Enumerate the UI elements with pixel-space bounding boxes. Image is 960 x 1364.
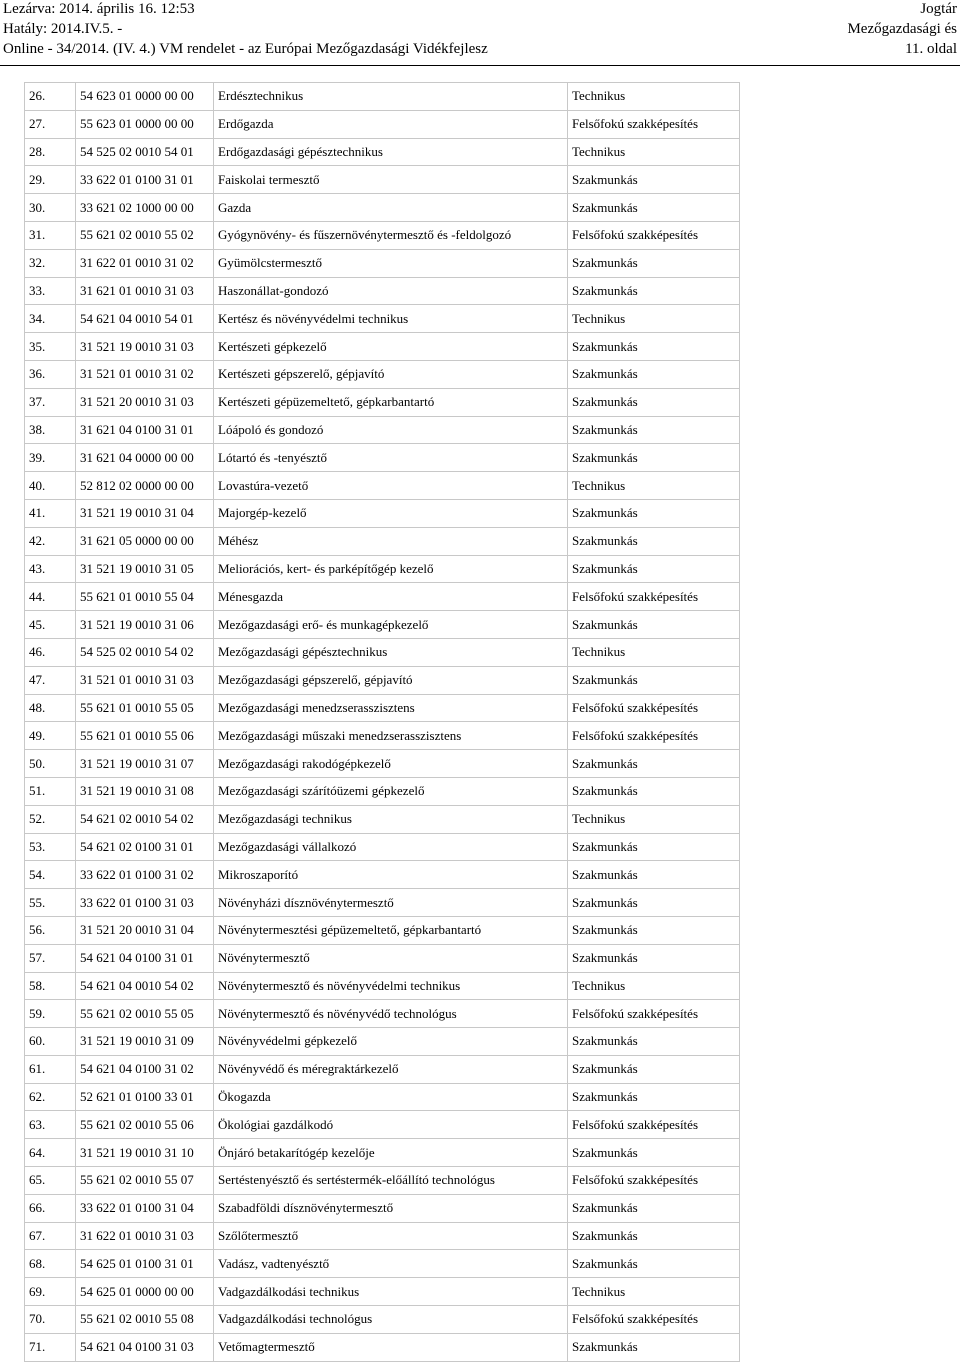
- row-number: 30.: [25, 194, 76, 222]
- table-row: [25, 666, 740, 694]
- category-label: Mezőgazdasági és: [847, 21, 957, 37]
- table-row: [25, 750, 740, 778]
- qualification-level: Szakmunkás: [568, 944, 740, 972]
- row-number: 49.: [25, 722, 76, 750]
- table-row: [25, 388, 740, 416]
- effective-date: Hatály: 2014.IV.5. -: [3, 21, 123, 37]
- qualification-code: 31 621 04 0000 00 00: [76, 444, 214, 472]
- qualification-level: Szakmunkás: [568, 1333, 740, 1361]
- qualification-level: Felsőfokú szakképesítés: [568, 1167, 740, 1195]
- qualification-name: Szőlőtermesztő: [214, 1222, 568, 1250]
- table-row: [25, 360, 740, 388]
- qualification-code: 31 521 20 0010 31 04: [76, 916, 214, 944]
- qualification-code: 31 521 19 0010 31 09: [76, 1028, 214, 1056]
- row-number: 59.: [25, 1000, 76, 1028]
- page-number: 11. oldal: [905, 41, 957, 57]
- qualification-level: Szakmunkás: [568, 499, 740, 527]
- row-number: 62.: [25, 1083, 76, 1111]
- qualification-level: Szakmunkás: [568, 889, 740, 917]
- table-row: [25, 861, 740, 889]
- qualification-code: 33 622 01 0100 31 04: [76, 1194, 214, 1222]
- qualification-code: 31 521 01 0010 31 02: [76, 360, 214, 388]
- row-number: 69.: [25, 1278, 76, 1306]
- qualification-level: Technikus: [568, 805, 740, 833]
- qualification-level: Szakmunkás: [568, 527, 740, 555]
- qualification-code: 52 621 01 0100 33 01: [76, 1083, 214, 1111]
- table-row: [25, 1250, 740, 1278]
- row-number: 31.: [25, 221, 76, 249]
- row-number: 29.: [25, 166, 76, 194]
- row-number: 40.: [25, 472, 76, 500]
- table-row: [25, 333, 740, 361]
- qualification-code: 55 621 01 0010 55 05: [76, 694, 214, 722]
- qualification-level: Felsőfokú szakképesítés: [568, 583, 740, 611]
- row-number: 47.: [25, 666, 76, 694]
- qualification-code: 31 621 04 0100 31 01: [76, 416, 214, 444]
- qualification-code: 33 622 01 0100 31 03: [76, 889, 214, 917]
- header-divider: [0, 65, 960, 66]
- qualification-level: Szakmunkás: [568, 1139, 740, 1167]
- qualification-code: 55 621 02 0010 55 02: [76, 221, 214, 249]
- qualification-code: 31 621 05 0000 00 00: [76, 527, 214, 555]
- table-row: [25, 194, 740, 222]
- qualification-name: Növénytermesztő: [214, 944, 568, 972]
- qualification-name: Vadgazdálkodási technológus: [214, 1306, 568, 1334]
- table-row: [25, 499, 740, 527]
- row-number: 56.: [25, 916, 76, 944]
- table-row: [25, 110, 740, 138]
- qualification-code: 55 621 02 0010 55 07: [76, 1167, 214, 1195]
- qualification-name: Önjáró betakarítógép kezelője: [214, 1139, 568, 1167]
- qualification-level: Szakmunkás: [568, 1222, 740, 1250]
- qualification-level: Szakmunkás: [568, 611, 740, 639]
- qualification-name: Mezőgazdasági menedzserasszisztens: [214, 694, 568, 722]
- qualification-name: Faiskolai termesztő: [214, 166, 568, 194]
- qualification-level: Szakmunkás: [568, 249, 740, 277]
- qualification-name: Haszonállat-gondozó: [214, 277, 568, 305]
- row-number: 39.: [25, 444, 76, 472]
- qualification-name: Gyümölcstermesztő: [214, 249, 568, 277]
- document-title: Online - 34/2014. (IV. 4.) VM rendelet - az Európai Mezőgazdasági Vidékfejlesz: [3, 41, 488, 57]
- qualification-level: Szakmunkás: [568, 388, 740, 416]
- qualification-code: 31 622 01 0010 31 02: [76, 249, 214, 277]
- qualifications-table: [24, 82, 740, 1362]
- qualification-level: Szakmunkás: [568, 1055, 740, 1083]
- qualification-name: Mezőgazdasági technikus: [214, 805, 568, 833]
- qualification-code: 54 525 02 0010 54 01: [76, 138, 214, 166]
- qualification-code: 55 621 02 0010 55 06: [76, 1111, 214, 1139]
- qualification-level: Technikus: [568, 305, 740, 333]
- qualification-code: 31 621 01 0010 31 03: [76, 277, 214, 305]
- table-row: [25, 416, 740, 444]
- qualification-name: Mezőgazdasági rakodógépkezelő: [214, 750, 568, 778]
- qualification-code: 52 812 02 0000 00 00: [76, 472, 214, 500]
- table-row: [25, 777, 740, 805]
- qualification-level: Technikus: [568, 1278, 740, 1306]
- row-number: 61.: [25, 1055, 76, 1083]
- qualification-code: 54 623 01 0000 00 00: [76, 83, 214, 111]
- closed-date: Lezárva: 2014. április 16. 12:53: [3, 1, 195, 17]
- qualification-code: 31 521 19 0010 31 07: [76, 750, 214, 778]
- qualification-level: Szakmunkás: [568, 1083, 740, 1111]
- table-row: [25, 249, 740, 277]
- qualification-name: Mezőgazdasági gépszerelő, gépjavító: [214, 666, 568, 694]
- qualification-code: 54 621 04 0100 31 01: [76, 944, 214, 972]
- table-row: [25, 1139, 740, 1167]
- table-row: [25, 1111, 740, 1139]
- qualification-level: Szakmunkás: [568, 1194, 740, 1222]
- qualification-code: 33 622 01 0100 31 02: [76, 861, 214, 889]
- table-row: [25, 1333, 740, 1361]
- qualification-name: Mezőgazdasági erő- és munkagépkezelő: [214, 611, 568, 639]
- table-row: [25, 1222, 740, 1250]
- qualification-name: Kertészeti gépszerelő, gépjavító: [214, 360, 568, 388]
- qualification-name: Majorgép-kezelő: [214, 499, 568, 527]
- row-number: 43.: [25, 555, 76, 583]
- table-row: [25, 833, 740, 861]
- qualification-name: Növényházi dísznövénytermesztő: [214, 889, 568, 917]
- table-row: [25, 694, 740, 722]
- table-row: [25, 1278, 740, 1306]
- row-number: 51.: [25, 777, 76, 805]
- table-row: [25, 166, 740, 194]
- row-number: 70.: [25, 1306, 76, 1334]
- row-number: 55.: [25, 889, 76, 917]
- qualification-name: Lovastúra-vezető: [214, 472, 568, 500]
- qualification-code: 31 521 19 0010 31 10: [76, 1139, 214, 1167]
- row-number: 41.: [25, 499, 76, 527]
- qualification-code: 31 622 01 0010 31 03: [76, 1222, 214, 1250]
- qualification-name: Mezőgazdasági szárítóüzemi gépkezelő: [214, 777, 568, 805]
- qualification-level: Technikus: [568, 83, 740, 111]
- qualification-name: Szabadföldi dísznövénytermesztő: [214, 1194, 568, 1222]
- qualification-name: Mikroszaporító: [214, 861, 568, 889]
- qualification-code: 55 621 02 0010 55 05: [76, 1000, 214, 1028]
- table-row: [25, 277, 740, 305]
- row-number: 34.: [25, 305, 76, 333]
- qualification-name: Lóápoló és gondozó: [214, 416, 568, 444]
- table-row: [25, 722, 740, 750]
- qualification-name: Növényvédő és méregraktárkezelő: [214, 1055, 568, 1083]
- row-number: 28.: [25, 138, 76, 166]
- row-number: 64.: [25, 1139, 76, 1167]
- table-row: [25, 1167, 740, 1195]
- qualification-name: Vadász, vadtenyésztő: [214, 1250, 568, 1278]
- qualification-code: 54 625 01 0000 00 00: [76, 1278, 214, 1306]
- row-number: 65.: [25, 1167, 76, 1195]
- qualification-name: Erdőgazdasági gépésztechnikus: [214, 138, 568, 166]
- qualification-name: Sertéstenyésztő és sertéstermék-előállító technológus: [214, 1167, 568, 1195]
- qualification-level: Szakmunkás: [568, 194, 740, 222]
- table-row: [25, 1194, 740, 1222]
- row-number: 71.: [25, 1333, 76, 1361]
- row-number: 57.: [25, 944, 76, 972]
- table-row: [25, 444, 740, 472]
- qualification-name: Ökológiai gazdálkodó: [214, 1111, 568, 1139]
- row-number: 48.: [25, 694, 76, 722]
- qualification-code: 54 621 04 0100 31 03: [76, 1333, 214, 1361]
- table-row: [25, 527, 740, 555]
- qualification-code: 33 622 01 0100 31 01: [76, 166, 214, 194]
- table-row: [25, 889, 740, 917]
- qualification-name: Lótartó és -tenyésztő: [214, 444, 568, 472]
- table-row: [25, 1055, 740, 1083]
- qualification-code: 55 621 02 0010 55 08: [76, 1306, 214, 1334]
- qualification-name: Mezőgazdasági vállalkozó: [214, 833, 568, 861]
- qualification-level: Szakmunkás: [568, 277, 740, 305]
- table-row: [25, 138, 740, 166]
- row-number: 26.: [25, 83, 76, 111]
- row-number: 44.: [25, 583, 76, 611]
- qualification-level: Technikus: [568, 472, 740, 500]
- qualification-name: Erdésztechnikus: [214, 83, 568, 111]
- qualification-code: 54 625 01 0100 31 01: [76, 1250, 214, 1278]
- qualification-name: Mezőgazdasági műszaki menedzserasszisztens: [214, 722, 568, 750]
- table-row: [25, 1083, 740, 1111]
- row-number: 53.: [25, 833, 76, 861]
- qualification-level: Felsőfokú szakképesítés: [568, 722, 740, 750]
- row-number: 63.: [25, 1111, 76, 1139]
- qualification-level: Szakmunkás: [568, 1028, 740, 1056]
- row-number: 42.: [25, 527, 76, 555]
- qualification-code: 54 621 04 0100 31 02: [76, 1055, 214, 1083]
- qualification-name: Növénytermesztési gépüzemeltető, gépkarbantartó: [214, 916, 568, 944]
- qualification-name: Növénytermesztő és növényvédő technológus: [214, 1000, 568, 1028]
- row-number: 46.: [25, 638, 76, 666]
- table-row: [25, 1028, 740, 1056]
- row-number: 60.: [25, 1028, 76, 1056]
- row-number: 50.: [25, 750, 76, 778]
- qualification-level: Technikus: [568, 972, 740, 1000]
- qualification-name: Gyógynövény- és fűszernövénytermesztő és -feldolgozó: [214, 221, 568, 249]
- qualification-name: Vetőmagtermesztő: [214, 1333, 568, 1361]
- row-number: 67.: [25, 1222, 76, 1250]
- qualification-name: Növénytermesztő és növényvédelmi technikus: [214, 972, 568, 1000]
- table-row: [25, 583, 740, 611]
- qualification-level: Szakmunkás: [568, 166, 740, 194]
- qualification-code: 54 621 02 0100 31 01: [76, 833, 214, 861]
- qualification-level: Szakmunkás: [568, 555, 740, 583]
- table-row: [25, 805, 740, 833]
- qualification-code: 54 621 04 0010 54 02: [76, 972, 214, 1000]
- row-number: 33.: [25, 277, 76, 305]
- row-number: 32.: [25, 249, 76, 277]
- qualification-name: Erdőgazda: [214, 110, 568, 138]
- row-number: 36.: [25, 360, 76, 388]
- row-number: 52.: [25, 805, 76, 833]
- qualification-level: Technikus: [568, 638, 740, 666]
- row-number: 45.: [25, 611, 76, 639]
- row-number: 38.: [25, 416, 76, 444]
- row-number: 27.: [25, 110, 76, 138]
- row-number: 66.: [25, 1194, 76, 1222]
- qualification-code: 31 521 19 0010 31 05: [76, 555, 214, 583]
- table-row: [25, 972, 740, 1000]
- qualification-level: Technikus: [568, 138, 740, 166]
- qualification-name: Méhész: [214, 527, 568, 555]
- qualification-level: Szakmunkás: [568, 666, 740, 694]
- qualification-code: 31 521 19 0010 31 04: [76, 499, 214, 527]
- qualification-name: Ökogazda: [214, 1083, 568, 1111]
- table-row: [25, 611, 740, 639]
- qualification-code: 55 621 01 0010 55 06: [76, 722, 214, 750]
- qualification-code: 31 521 19 0010 31 06: [76, 611, 214, 639]
- qualification-code: 55 623 01 0000 00 00: [76, 110, 214, 138]
- row-number: 35.: [25, 333, 76, 361]
- qualification-level: Felsőfokú szakképesítés: [568, 694, 740, 722]
- table-row: [25, 555, 740, 583]
- table-row: [25, 305, 740, 333]
- publisher-name: Jogtár: [920, 1, 957, 17]
- row-number: 68.: [25, 1250, 76, 1278]
- table-row: [25, 638, 740, 666]
- row-number: 37.: [25, 388, 76, 416]
- qualification-code: 31 521 19 0010 31 08: [76, 777, 214, 805]
- qualification-level: Szakmunkás: [568, 861, 740, 889]
- qualification-level: Szakmunkás: [568, 833, 740, 861]
- table-row: [25, 1000, 740, 1028]
- qualification-name: Meliorációs, kert- és parképítőgép kezelő: [214, 555, 568, 583]
- row-number: 58.: [25, 972, 76, 1000]
- table-row: [25, 472, 740, 500]
- qualification-level: Szakmunkás: [568, 1250, 740, 1278]
- qualification-name: Ménesgazda: [214, 583, 568, 611]
- qualification-name: Kertészeti gépüzemeltető, gépkarbantartó: [214, 388, 568, 416]
- qualification-name: Vadgazdálkodási technikus: [214, 1278, 568, 1306]
- qualification-level: Szakmunkás: [568, 777, 740, 805]
- qualification-level: Szakmunkás: [568, 333, 740, 361]
- table-row: [25, 83, 740, 111]
- table-row: [25, 221, 740, 249]
- qualification-level: Szakmunkás: [568, 750, 740, 778]
- qualification-code: 31 521 01 0010 31 03: [76, 666, 214, 694]
- qualification-level: Felsőfokú szakképesítés: [568, 1000, 740, 1028]
- qualification-name: Gazda: [214, 194, 568, 222]
- table-row: [25, 1306, 740, 1334]
- qualification-level: Felsőfokú szakképesítés: [568, 1111, 740, 1139]
- table-row: [25, 944, 740, 972]
- qualification-name: Kertész és növényvédelmi technikus: [214, 305, 568, 333]
- qualification-level: Szakmunkás: [568, 360, 740, 388]
- qualification-level: Felsőfokú szakképesítés: [568, 221, 740, 249]
- qualification-code: 54 621 04 0010 54 01: [76, 305, 214, 333]
- qualification-code: 55 621 01 0010 55 04: [76, 583, 214, 611]
- qualification-code: 31 521 19 0010 31 03: [76, 333, 214, 361]
- qualification-code: 31 521 20 0010 31 03: [76, 388, 214, 416]
- page-header: [0, 0, 960, 62]
- qualification-code: 54 621 02 0010 54 02: [76, 805, 214, 833]
- table-row: [25, 916, 740, 944]
- row-number: 54.: [25, 861, 76, 889]
- qualification-level: Szakmunkás: [568, 444, 740, 472]
- qualification-level: Felsőfokú szakképesítés: [568, 1306, 740, 1334]
- qualification-code: 54 525 02 0010 54 02: [76, 638, 214, 666]
- qualification-name: Kertészeti gépkezelő: [214, 333, 568, 361]
- qualification-level: Felsőfokú szakképesítés: [568, 110, 740, 138]
- qualification-name: Növényvédelmi gépkezelő: [214, 1028, 568, 1056]
- qualification-name: Mezőgazdasági gépésztechnikus: [214, 638, 568, 666]
- qualification-level: Szakmunkás: [568, 916, 740, 944]
- qualification-level: Szakmunkás: [568, 416, 740, 444]
- qualification-code: 33 621 02 1000 00 00: [76, 194, 214, 222]
